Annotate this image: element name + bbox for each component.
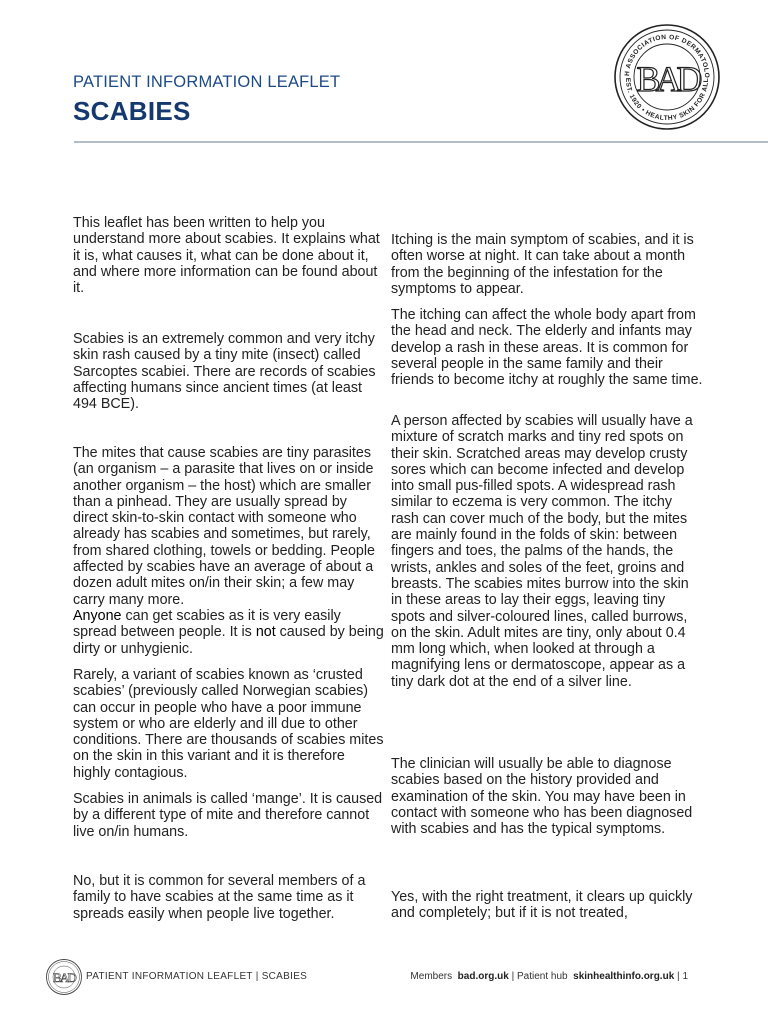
bad-logo — [612, 22, 722, 132]
footer-hub-label: Patient hub — [516, 971, 568, 982]
leaflet-kicker: PATIENT INFORMATION LEAFLET — [73, 73, 341, 91]
svg-text:BRITISH ASSOCIATION OF DERMATO: H ASSOCIATION OF DERMATOLO — [623, 33, 711, 79]
emphasis-anyone: Anyone — [73, 608, 122, 624]
paragraph-intro: This leaflet has been written to help you understand more about scabies. It explains what it is, what causes it, what can be done about it, and where more information can be found about it. — [73, 215, 380, 297]
paragraph-crusted-scabies: Rarely, a variant of scabies known as ‘crusted scabies’ (previously called Norwegian scabies) can occur in people who have a poor immune system or who are elderly and ill due to other conditions. There are thousands of scabies mites on the skin in this variant and it is therefore highly contagious. — [73, 667, 384, 781]
footer-leaflet-label: PATIENT INFORMATION LEAFLET | SCABIES — [86, 971, 308, 982]
paragraph-cause: The mites that cause scabies are tiny parasites (an organism – a parasite that lives on or inside another organism – the host) which are smaller than a pinhead. They are usually spread by direct skin-to-skin contact with someone who already has scabies and sometimes, but rarely, from shared clothing, towels or bedding. People affected by scabies have an average of about a dozen adult mites on/in their skin; a few may carry many more. — [73, 445, 376, 608]
paragraph-symptoms: Itching is the main symptom of scabies, and it is often worse at night. It can take about a month from the beginning of the infestation for the symptoms to appear. — [391, 232, 694, 297]
paragraph-itching-areas: The itching can affect the whole body apart from the head and neck. The elderly and infants may develop a rash in these areas. It is common for several people in the same family and their friends to become itchy at roughly the same time. — [391, 307, 703, 389]
footer-sep: | — [677, 971, 680, 982]
svg-text:EST. 1920 • HEALTHY SKIN FOR A: EST. 1920 • HEALTHY SKIN FOR ALL — [623, 77, 711, 123]
paragraph-anyone — [73, 608, 385, 657]
paragraph-anyone-end: caused by being dirty or unhygienic. — [73, 624, 384, 657]
paragraph-cure: Yes, with the right treatment, it clears up quickly and completely; but if it is not treated, — [391, 889, 693, 922]
svg-text:BAD: BAD — [636, 59, 698, 99]
footer-bad-logo — [45, 958, 83, 996]
footer-members-label: Members — [410, 971, 453, 982]
page-number: 1 — [682, 971, 688, 982]
page-title: SCABIES — [73, 96, 191, 126]
svg-text:BAD: BAD — [52, 970, 76, 985]
header-divider — [74, 141, 768, 143]
emphasis-not: not — [255, 624, 276, 641]
paragraph-mange: Scabies in animals is called ‘mange’. It is caused by a different type of mite and therefore cannot live on/in humans. — [73, 791, 383, 840]
paragraph-appearance: A person affected by scabies will usually have a mixture of scratch marks and tiny red spots on their skin. Scratched areas may develop crusty sores which can become infected and develop into small pus-filled spots. A widespread rash similar to eczema is very common. The itchy rash can cover much of the body, but the mites are mainly found in the folds of skin: between fingers and toes, the palms of the hands, the wrists, ankles and soles of the feet, groins and breasts. The scabies mites burrow into the skin in these areas to lay their eggs, leaving tiny spots and silver-coloured lines, called burrows, on the skin. Adult mites are tiny, only about 0.4 mm long which, when looked at through a magnifying lens or dermatoscope, appear as a tiny dark dot at the end of a silver line. — [391, 413, 693, 690]
paragraph-diagnosis: The clinician will usually be able to diagnose scabies based on the history provided and examination of the skin. You may have been in contact with someone who has been diagnosed with scabies and has the typical symptoms. — [391, 756, 693, 838]
footer-hub-link[interactable]: skinhealthinfo.org.uk — [573, 971, 675, 982]
paragraph-anyone-text: can get scabies as it is very easily spread between people. It is — [73, 608, 341, 641]
footer-links — [410, 971, 688, 982]
paragraph-hereditary: No, but it is common for several members of a family to have scabies at the same time as it spreads easily when people live together. — [73, 873, 366, 922]
paragraph-what-is-scabies: Scabies is an extremely common and very itchy skin rash caused by a tiny mite (insect) called Sarcoptes scabiei. There are records of scabies affecting humans since ancient times (at least 494 BCE). — [73, 331, 376, 413]
footer-sep: | — [511, 971, 515, 982]
footer-members-link[interactable]: bad.org.uk — [457, 971, 509, 982]
